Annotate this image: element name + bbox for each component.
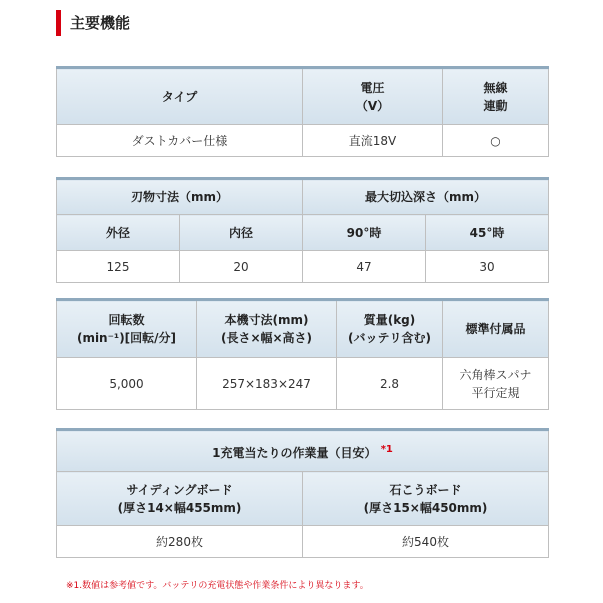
header-rpm [57, 300, 197, 358]
cell-voltage: 直流18V [303, 125, 443, 157]
cell-depth-90: 47 [303, 251, 426, 283]
accessory-hex-wrench: 六角棒スパナ [459, 367, 532, 382]
cell-rpm: 5,000 [57, 358, 197, 410]
spec-table-workload [56, 428, 549, 558]
footnote-mark: *1 [380, 443, 393, 455]
header-workload-label: 1充電当たりの作業量（目安） [212, 445, 377, 460]
header-voltage-unit: （V） [355, 98, 390, 113]
header-voltage [303, 68, 443, 125]
header-rpm-label: 回転数 [108, 313, 145, 327]
footnote: ※1.数値は参考値です。バッテリの充電状態や作業条件により異なります。 [66, 581, 369, 591]
header-depth-90: 90°時 [303, 215, 426, 251]
header-blade-size: 刃物寸法（mm） [57, 179, 303, 215]
header-gypsum-board [303, 472, 549, 526]
header-mass-unit: (バッテリ含む) [348, 331, 431, 345]
header-mass [337, 300, 443, 358]
page-title: 主要機能 [56, 10, 130, 36]
cell-gypsum-count: 約540枚 [303, 526, 549, 558]
header-wireless-line1: 無線 [483, 80, 508, 95]
header-accessories: 標準付属品 [443, 300, 549, 358]
header-depth-45: 45°時 [426, 215, 549, 251]
header-siding-size: (厚さ14×幅455mm) [117, 500, 242, 515]
header-siding-board [57, 472, 303, 526]
spec-table-type [56, 66, 549, 157]
header-dimensions [197, 300, 337, 358]
header-max-depth: 最大切込深さ（mm） [303, 179, 549, 215]
header-type: タイプ [57, 68, 303, 125]
cell-outer-diameter: 125 [57, 251, 180, 283]
header-gypsum-label: 石こうボード [389, 482, 462, 497]
cell-depth-45: 30 [426, 251, 549, 283]
cell-dimensions: 257×183×247 [197, 358, 337, 410]
header-voltage-label: 電圧 [360, 80, 385, 95]
accessory-parallel-guide: 平行定規 [471, 385, 520, 400]
header-siding-label: サイディングボード [126, 482, 233, 497]
header-dimensions-unit: (長さ×幅×高さ) [220, 331, 313, 345]
cell-siding-count: 約280枚 [57, 526, 303, 558]
header-wireless [443, 68, 549, 125]
header-mass-label: 質量(kg) [363, 313, 416, 327]
spec-table-blade [56, 177, 549, 283]
header-outer-diameter: 外径 [57, 215, 180, 251]
cell-wireless: ○ [443, 125, 549, 157]
header-workload [57, 430, 549, 472]
header-inner-diameter: 内径 [180, 215, 303, 251]
header-rpm-unit: (min⁻¹)[回転/分] [76, 331, 177, 345]
cell-mass: 2.8 [337, 358, 443, 410]
header-gypsum-size: (厚さ15×幅450mm) [363, 500, 488, 515]
header-dimensions-label: 本機寸法(mm) [224, 313, 309, 327]
cell-accessories [443, 358, 549, 410]
cell-inner-diameter: 20 [180, 251, 303, 283]
spec-table-body [56, 298, 549, 410]
cell-type: ダストカバー仕様 [57, 125, 303, 157]
header-wireless-line2: 連動 [483, 98, 508, 113]
